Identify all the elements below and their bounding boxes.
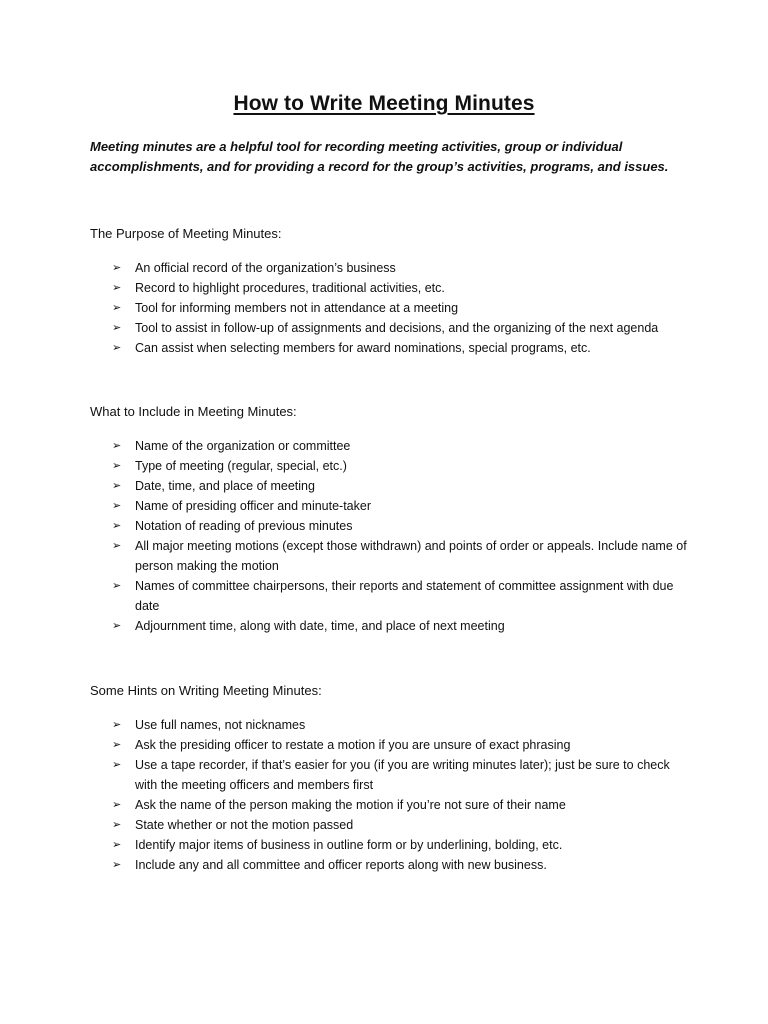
list-item — [90, 278, 690, 298]
list-item — [90, 516, 690, 536]
list-item — [90, 536, 690, 576]
list-item-text: Name of the organization or committee — [135, 439, 351, 453]
list-item — [90, 496, 690, 516]
section-purpose — [90, 224, 690, 358]
arrow-bullet-icon: ➢ — [112, 540, 122, 552]
arrow-bullet-icon: ➢ — [112, 440, 122, 452]
list-item-text: Tool to assist in follow-up of assignments and decisions, and the organizing of the next agenda — [135, 321, 659, 335]
list-item-text: State whether or not the motion passed — [135, 818, 354, 832]
list-item-text: Can assist when selecting members for award nominations, special programs, etc. — [135, 341, 591, 355]
list-item — [90, 835, 690, 855]
list-item — [90, 576, 690, 616]
list-item-text: Name of presiding officer and minute-taker — [135, 499, 371, 513]
list-item — [90, 795, 690, 815]
list-item-text: Identify major items of business in outline form or by underlining, bolding, etc. — [135, 838, 563, 852]
list-item-text: Use full names, not nicknames — [135, 718, 306, 732]
arrow-bullet-icon: ➢ — [112, 620, 122, 632]
list-item — [90, 338, 690, 358]
list-item-text: Include any and all committee and officer reports along with new business. — [135, 858, 547, 872]
list-item-text: Ask the name of the person making the motion if you’re not sure of their name — [135, 798, 566, 812]
list-item — [90, 755, 690, 795]
arrow-bullet-icon: ➢ — [112, 460, 122, 472]
list-item — [90, 855, 690, 875]
section-heading: The Purpose of Meeting Minutes: — [90, 226, 282, 241]
arrow-bullet-icon: ➢ — [112, 302, 122, 314]
section-what-to-include — [90, 402, 690, 636]
bullet-list — [90, 258, 690, 358]
arrow-bullet-icon: ➢ — [112, 342, 122, 354]
arrow-bullet-icon: ➢ — [112, 759, 122, 771]
list-item — [90, 258, 690, 278]
list-item-text: Record to highlight procedures, traditional activities, etc. — [135, 281, 445, 295]
arrow-bullet-icon: ➢ — [112, 580, 122, 592]
list-item-text: Use a tape recorder, if that’s easier for you (if you are writing minutes later); just be sure to check with the meeting officers and members first — [135, 758, 670, 792]
list-item — [90, 298, 690, 318]
document-title: How to Write Meeting Minutes — [233, 92, 535, 115]
section-heading: What to Include in Meeting Minutes: — [90, 404, 297, 419]
list-item — [90, 318, 690, 338]
arrow-bullet-icon: ➢ — [112, 839, 122, 851]
list-item-text: All major meeting motions (except those withdrawn) and points of order or appeals. Include name of person making the motion — [135, 539, 687, 573]
bullet-list — [90, 715, 690, 875]
arrow-bullet-icon: ➢ — [112, 859, 122, 871]
arrow-bullet-icon: ➢ — [112, 282, 122, 294]
document-intro: Meeting minutes are a helpful tool for recording meeting activities, group or individual accomplishments, and for providing a record for the group’s activities, programs, and issues. — [90, 139, 669, 174]
list-item-text: An official record of the organization’s business — [135, 261, 396, 275]
arrow-bullet-icon: ➢ — [112, 322, 122, 334]
list-item-text: Type of meeting (regular, special, etc.) — [135, 459, 347, 473]
list-item — [90, 436, 690, 456]
arrow-bullet-icon: ➢ — [112, 262, 122, 274]
list-item-text: Names of committee chairpersons, their reports and statement of committee assignment with due date — [135, 579, 674, 613]
list-item — [90, 456, 690, 476]
list-item-text: Tool for informing members not in attendance at a meeting — [135, 301, 459, 315]
list-item-text: Ask the presiding officer to restate a motion if you are unsure of exact phrasing — [135, 738, 571, 752]
arrow-bullet-icon: ➢ — [112, 739, 122, 751]
arrow-bullet-icon: ➢ — [112, 500, 122, 512]
arrow-bullet-icon: ➢ — [112, 520, 122, 532]
list-item — [90, 815, 690, 835]
list-item — [90, 715, 690, 735]
arrow-bullet-icon: ➢ — [112, 819, 122, 831]
arrow-bullet-icon: ➢ — [112, 480, 122, 492]
bullet-list — [90, 436, 690, 636]
list-item-text: Adjournment time, along with date, time, and place of next meeting — [135, 619, 505, 633]
list-item — [90, 735, 690, 755]
list-item — [90, 616, 690, 636]
list-item-text: Notation of reading of previous minutes — [135, 519, 353, 533]
list-item — [90, 476, 690, 496]
section-heading: Some Hints on Writing Meeting Minutes: — [90, 683, 322, 698]
section-hints — [90, 681, 690, 875]
arrow-bullet-icon: ➢ — [112, 719, 122, 731]
arrow-bullet-icon: ➢ — [112, 799, 122, 811]
list-item-text: Date, time, and place of meeting — [135, 479, 315, 493]
